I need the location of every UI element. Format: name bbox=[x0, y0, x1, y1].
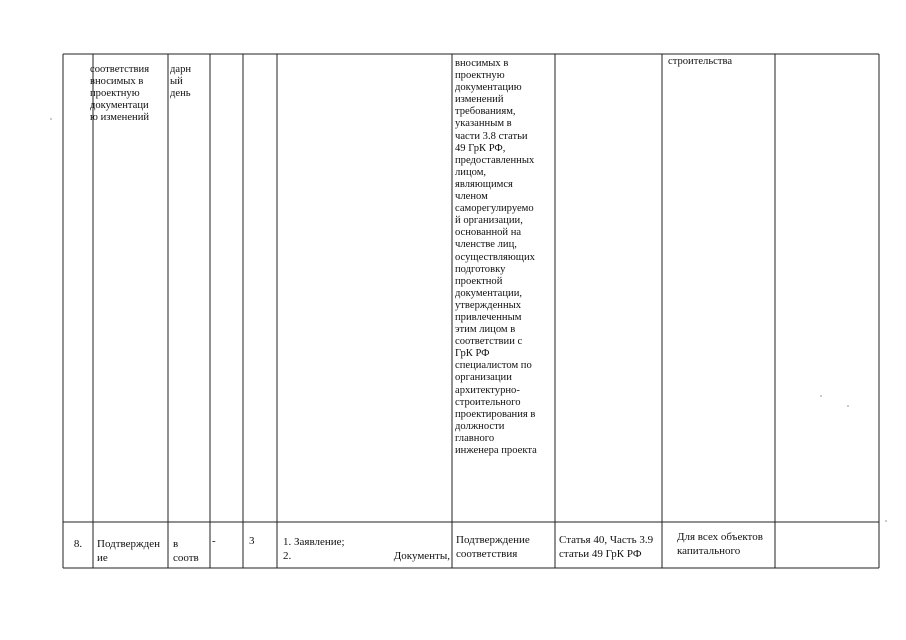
scan-speck bbox=[50, 118, 52, 120]
row-result-cell: Подтверждение соответствия bbox=[456, 534, 530, 560]
row-docs-line2-text: Документы, bbox=[393, 550, 450, 562]
row-term-cell: в соотв bbox=[173, 538, 199, 564]
scan-speck bbox=[847, 405, 849, 407]
row-basis-cell: Статья 40, Часть 3.9 статьи 49 ГрК РФ bbox=[559, 534, 654, 560]
prev-row-term-cell: дарн ый день bbox=[170, 64, 192, 100]
prev-row-result-cell: вносимых в проектную документацию изменений требованиям, указанным в части 3.8 статьи 49 ГрК РФ, предоставленных лицом, являющимся членом саморегулируемо й организации, основанной на членстве лиц, осуществляющих подготовку проектной документации, утвержденных привлеченным этим лицом в соответствии с ГрК РФ специалистом по организации архитектурно- строительного проектирования в должности главного инженера проекта bbox=[455, 58, 537, 456]
row-scope-cell: Для всех объектов капитального bbox=[677, 531, 763, 557]
row-name-cell: Подтвержден ие bbox=[97, 538, 161, 564]
scan-speck bbox=[820, 395, 822, 397]
row-docs-line2-number: 2. bbox=[283, 550, 292, 562]
prev-row-scope-cell: строительства bbox=[668, 56, 733, 67]
row-docs-line1: 1. Заявление; bbox=[283, 536, 345, 548]
prev-row-name-cell: соответствия вносимых в проектную документаци ю изменений bbox=[90, 64, 150, 124]
row-dash-cell: - bbox=[212, 535, 216, 547]
row-number: 8. bbox=[73, 538, 83, 550]
scan-speck bbox=[885, 520, 887, 522]
row-count-cell: 3 bbox=[249, 535, 255, 547]
